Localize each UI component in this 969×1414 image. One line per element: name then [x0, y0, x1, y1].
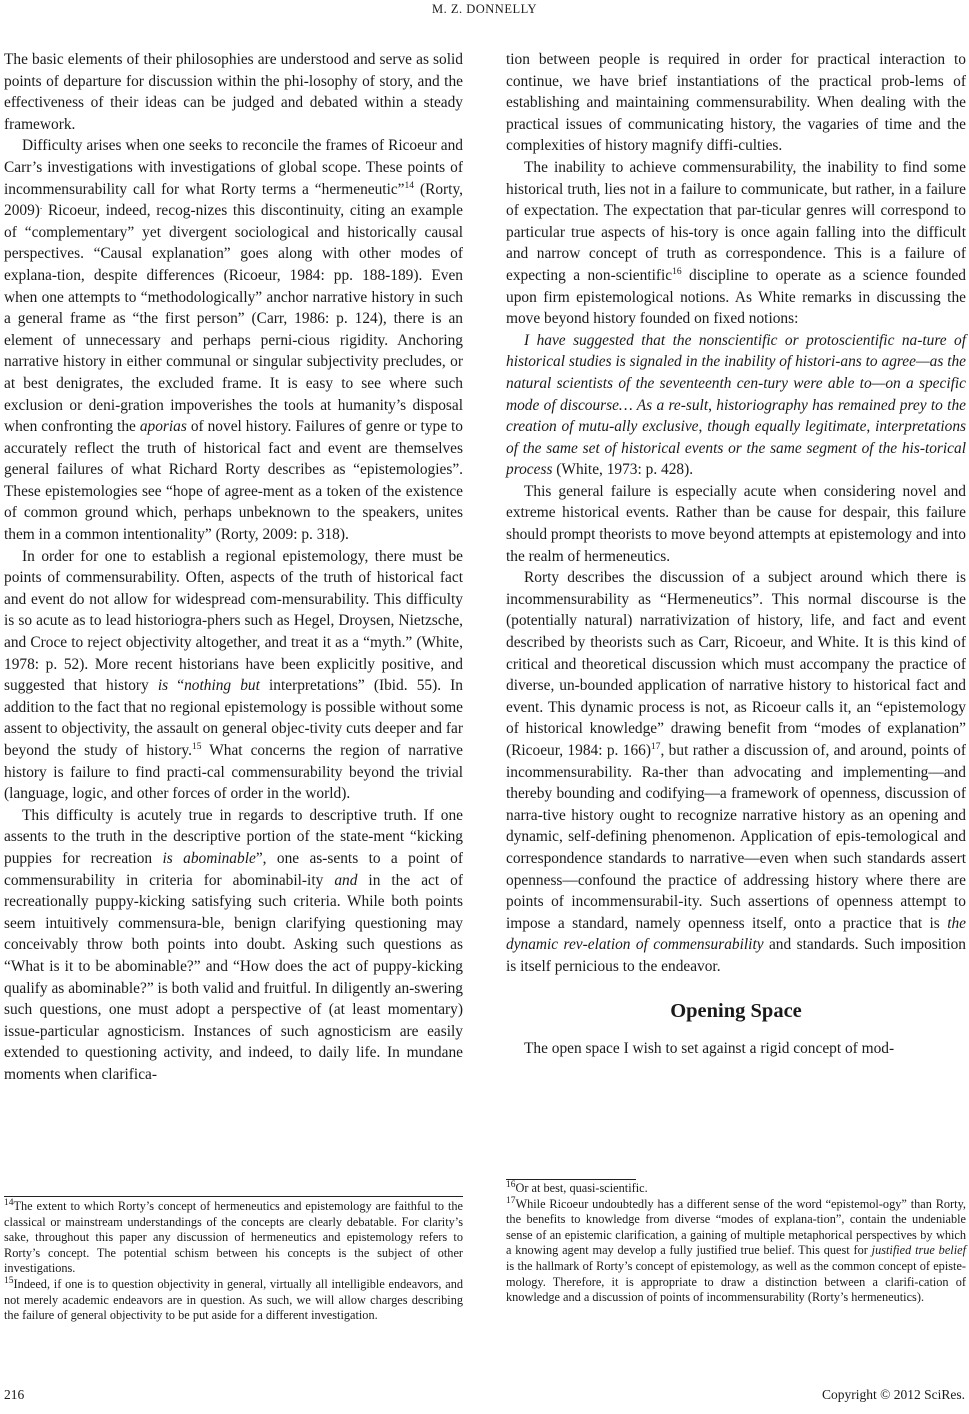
- footnote-ref-17[interactable]: 17: [650, 741, 661, 752]
- paragraph: This difficulty is acutely true in regards to descriptive truth. If one assents to the truth in the descriptive portion of the state-ment “kicking puppies for recreation is abominable”, one as-sents to a point of commensurability in criteria for abominabil-ity and in the act of recreationally puppy-kicking satisfying such criteria. While both points seem intuitively commensura-ble, benign clarifying questioning may conceivably throw both points into doubt. Asking such questions as “What is it to be abominable?” and “How does the act of puppy-kicking qualify as abominable?” is both valid and fruitful. In diligently an-swering such questions, one must adopt a perspective of (at least momentary) issue-particular agnosticism. Instances of such agnosticism are easily extended to questioning activity, and indeed, to daily life. In mundane moments when clarifica-: [4, 806, 463, 1083]
- paragraph: The inability to achieve commensurability, the inability to find some historical truth, lies not in a failure to communicate, but rather, in a failure of expectation. The expectation that par-ticular genres will correspond to particular true aspects of his-tory is once again falling into the difficult and narrow concept of truth as correspondence. This is a failure of expecting a non-scientific$^{16}$ discipline to operate as a science founded upon firm epistemological notions. As White remarks in discussing the move beyond history founded on fixed notions:: [506, 158, 966, 328]
- footnote-14: $^{14}$The extent to which Rorty’s concept of hermeneutics and epistemology are faithful to the classical or mainstream understandings of the concepts are clearly debatable. For clarity’s sake, throughout this paper any discussion of hermeneutics and epistemology refers to Rorty’s concept. The potential schism between his concepts is the subject of other investigations.: [4, 1197, 463, 1276]
- paragraph: The basic elements of their philosophies are understood and serve as solid points of departure for discussion within the phi-losophy of story, and the effectiveness of their ideas can be judged and debated within a steady framework.: [4, 51, 463, 133]
- page-number: 216: [4, 1387, 25, 1402]
- paragraph: Difficulty arises when one seeks to reconcile the frames of Ricoeur and Carr’s investigations with investigations of global scope. These points of incommensurability call for what Rorty terms a “hermeneutic”$^{14}$ (Rorty, 2009). Ricoeur, indeed, recog-nizes this discontinuity, citing an example of “complementary” yet divergent sociological and historically causal perspectives. “Causal explanation” goes along with other modes of explana-tion, despite differences (Ricoeur, 1984: pp. 188-189). Even when one attempts to “methodologically” anchor narrative history in such a general frame as “the first person” (Carr, 1986: p. 124), there is an element of unnecessary and perhaps perni-cious rigidity. Anchoring narrative history in either communal or singular subjectivity precludes, or at best denigrates, the excluded frame. It is easy to see where such exclusion or deni-gration impoverishes the tools at humanity’s disposal when confronting the aporias of novel history. Failures of genre or type to accurately reflect the truth of historical fact and event are themselves general failures of what Richard Rorty describes as “epistemologies”. These epistemologies see “hope of agree-ment as a token of the existence of common ground which, perhaps unbeknown to the speakers, unites them in a common intentionality” (Rorty, 2009: p. 318).: [4, 137, 463, 544]
- copyright-notice: Copyright © 2012 SciRes.: [821, 1387, 965, 1402]
- block-quote: I have suggested that the nonscientific or protoscientific na-ture of historical studies is signaled in the inability of histori-ans to agree—as the natural scientists of the seventeenth cen-tury were able to—on a specific mode of discourse… As a re-sult, historiography has remained prey to the creation of mutu-ally exclusive, though equally legitimate, interpretations of the same set of historical events or the same segment of the his-torical process (White, 1973: p. 428).: [506, 331, 967, 479]
- right-column: [506, 49, 966, 1059]
- footnote-ref-16[interactable]: 16: [672, 266, 682, 277]
- section-heading: Opening Space: [670, 999, 802, 1022]
- footnote-rule: [506, 1179, 636, 1180]
- paragraph: tion between people is required in order for practical interaction to continue, we have brief instantiations of the practical prob-lems of establishing and maintaining commensurability. When dealing with the practical issues of communicating history, the vagaries of time and the complexities of history magnify diffi-culties.: [506, 51, 966, 155]
- footnote-15: $^{15}$Indeed, if one is to question objectivity in general, virtually all intelligible endeavors, and not merely academic endeavors are in question. As such, we will allow charges describing the failure of general objectivity to be put aside for a different investigation.: [4, 1275, 463, 1323]
- footnote-16: $^{16}$Or at best, quasi-scientific.: [506, 1179, 648, 1195]
- footnote-rule: [4, 1196, 463, 1197]
- footnotes-right: [506, 1181, 966, 1306]
- paragraph: Rorty describes the discussion of a subject around which there is incommensurability as “Hermeneutics”. This normal discourse is the (potentially natural) narrativization of history, life, and fact and event described by theorists such as Carr, Ricoeur, and White. It is this kind of critical and theoretical discussion which must accompany the practice of diverse, un-bounded application of narrative history to historical fact and event. This dynamic process is not, as Ricoeur calls it, an “epistemology of historical knowledge” drawing benefit from “modes of explanation” (Ricoeur, 1984: p. 166)$^{17}$, but rather a discussion of, and around, points of incommensurability. Ra-ther than advocating and implementing—and thereby bounding and codifying—a framework of openness, discussion of narra-tive history ought to recognize narrative history as an opening and dynamic, self-defining phenomenon. Application of epis-temological and correspondence standards to narrative—even when such standards assert openness—confound the practice of addressing history where there are points of incommensurabil-ity. Such assertions of openness attempt to impose a standard, namely openness itself, onto a practice that is the dynamic rev-elation of commensurability and standards. Such imposition is itself pernicious to the endeavor.: [506, 569, 967, 975]
- left-column: [4, 49, 463, 1086]
- footnote-ref-14[interactable]: 14: [404, 180, 415, 191]
- paragraph: In order for one to establish a regional epistemology, there must be points of commensurability. Often, aspects of the truth of historical fact and event do not allow for widespread com-mensurability. This difficulty is so acute as to lead historiogra-phers such as Hegel, Droysen, Nietzsche, and Croce to reject objectivity altogether, and treat it as a “myth.” (White, 1978: p. 52). More recent historians have been explicitly positive, and suggested that history is “nothing but interpretations” (Ibid. 55). In addition to the fact that no regional epistemology is possible without some assent to objectivity, the assault on general objec-tivity cuts deeper and far beyond the study of history.$^{15}$ What concerns the region of narrative history is failure to find practi-cal commensurability beyond the trivial (language, logic, and other forces of order in the world).: [4, 547, 463, 803]
- footnote-17: $^{17}$While Ricoeur undoubtedly has a different sense of the word “epistemol-ogy” than Rorty, the benefits to knowledge from diverse “modes of explana-tion”, contain the undeniable sense of an epistemic clarification, a gaining of multiple metaphorical perspectives by which a knowing agent may develop a fully justified true belief. This quest for justified true belief is the hallmark of Rorty’s concept of epistemology, as well as the common concept of episte-mology. Therefore, it is appropriate to draw a distinction between a clarifi-cation of knowledge and a discussion of points of incommensurability (Rorty’s hermeneutics).: [506, 1195, 966, 1305]
- footnote-ref-15[interactable]: 15: [191, 741, 202, 752]
- running-head: M. Z. DONNELLY: [431, 2, 538, 16]
- paragraph: The open space I wish to set against a rigid concept of mod-: [524, 1039, 895, 1057]
- paragraph: This general failure is especially acute when considering novel and extreme historical events. Rather than be cause for despair, this failure should prompt theorists to move beyond attempts at epistemology and into the realm of hermeneutics.: [506, 482, 966, 565]
- footnotes-left: [4, 1199, 463, 1324]
